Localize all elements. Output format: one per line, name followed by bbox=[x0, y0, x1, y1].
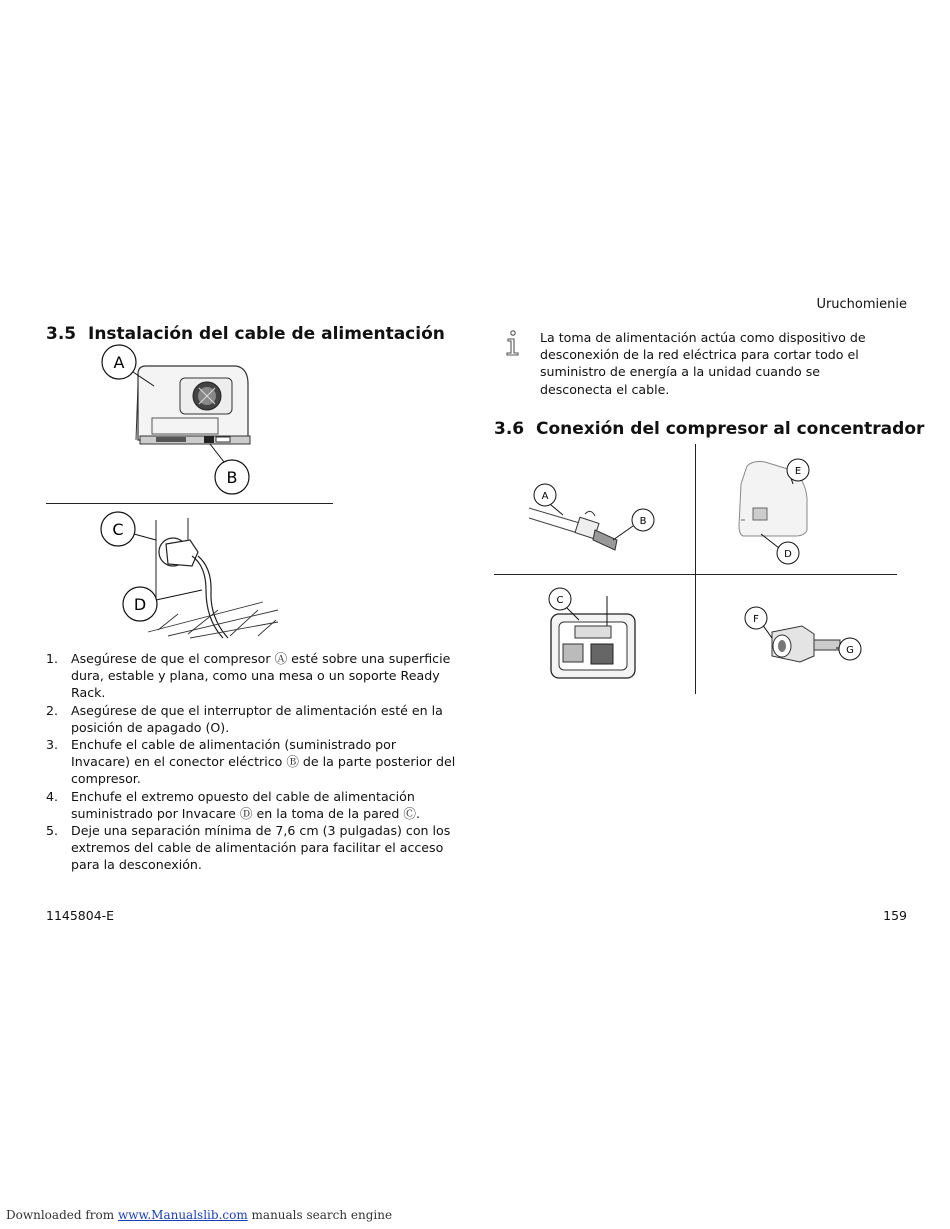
page-number: 159 bbox=[883, 908, 907, 923]
manualslib-link[interactable]: www.Manualslib.com bbox=[117, 1208, 248, 1222]
running-header: Uruchomienie bbox=[816, 297, 907, 312]
list-item: 4. Enchufe el extremo opuesto del cable de alimentación suministrado por Invacare Ⓓ en la toma de la pared Ⓒ. bbox=[46, 788, 421, 821]
info-icon bbox=[504, 330, 520, 356]
document-number: 1145804-E bbox=[46, 908, 115, 923]
grid-divider-horizontal bbox=[494, 574, 897, 575]
section-3-5-heading bbox=[46, 324, 445, 344]
callout-d: D bbox=[784, 549, 792, 560]
callout-b: B bbox=[639, 516, 647, 527]
section-number: 3.6 bbox=[494, 419, 525, 439]
concentrator-bottom-figure bbox=[545, 586, 645, 682]
callout-d: D bbox=[133, 595, 147, 614]
grid-divider-vertical bbox=[695, 444, 696, 694]
callout-e: E bbox=[794, 466, 802, 477]
download-banner: Downloaded from www.Manualslib.com manuals search engine bbox=[6, 1208, 393, 1222]
section-title: Instalación del cable de alimentación bbox=[88, 324, 445, 344]
compressor-side-figure bbox=[735, 456, 825, 568]
list-item: 5. Deje una separación mínima de 7,6 cm (3 pulgadas) con los extremos del cable de alimentación para facilitar el acceso para la desconexión. bbox=[46, 823, 451, 873]
section-title: Conexión del compresor al concentrador bbox=[536, 419, 925, 439]
tube-connector-figure bbox=[525, 478, 665, 558]
callout-f: F bbox=[753, 614, 759, 625]
installation-steps bbox=[46, 650, 456, 874]
callout-c: C bbox=[556, 595, 564, 606]
section-3-6-heading bbox=[494, 419, 924, 439]
section-number: 3.5 bbox=[46, 324, 77, 344]
list-item: 2. Asegúrese de que el interruptor de alimentación esté en la posición de apagado (O). bbox=[46, 702, 443, 735]
callout-g: G bbox=[846, 645, 854, 656]
callout-b: B bbox=[226, 468, 238, 487]
list-item: 3. Enchufe el cable de alimentación (suministrado por Invacare) en el conector eléctrico Ⓑ de la parte posterior del compresor. bbox=[46, 737, 456, 787]
callout-a: A bbox=[541, 491, 549, 502]
callout-c: C bbox=[112, 520, 124, 539]
wall-plug-figure bbox=[98, 510, 283, 642]
callout-a: A bbox=[113, 353, 125, 372]
info-note: La toma de alimentación actúa como dispositivo de desconexión de la red eléctrica para cortar todo el suministro de energía a la unidad cuando se desconecta el cable. bbox=[540, 330, 866, 397]
fitting-figure bbox=[742, 604, 867, 668]
figure-divider bbox=[46, 503, 333, 504]
list-item: 1. Asegúrese de que el compresor Ⓐ esté sobre una superficie dura, estable y plana, como una mesa o un soporte Ready Rack. bbox=[46, 651, 451, 701]
compressor-rear-figure bbox=[96, 344, 256, 496]
